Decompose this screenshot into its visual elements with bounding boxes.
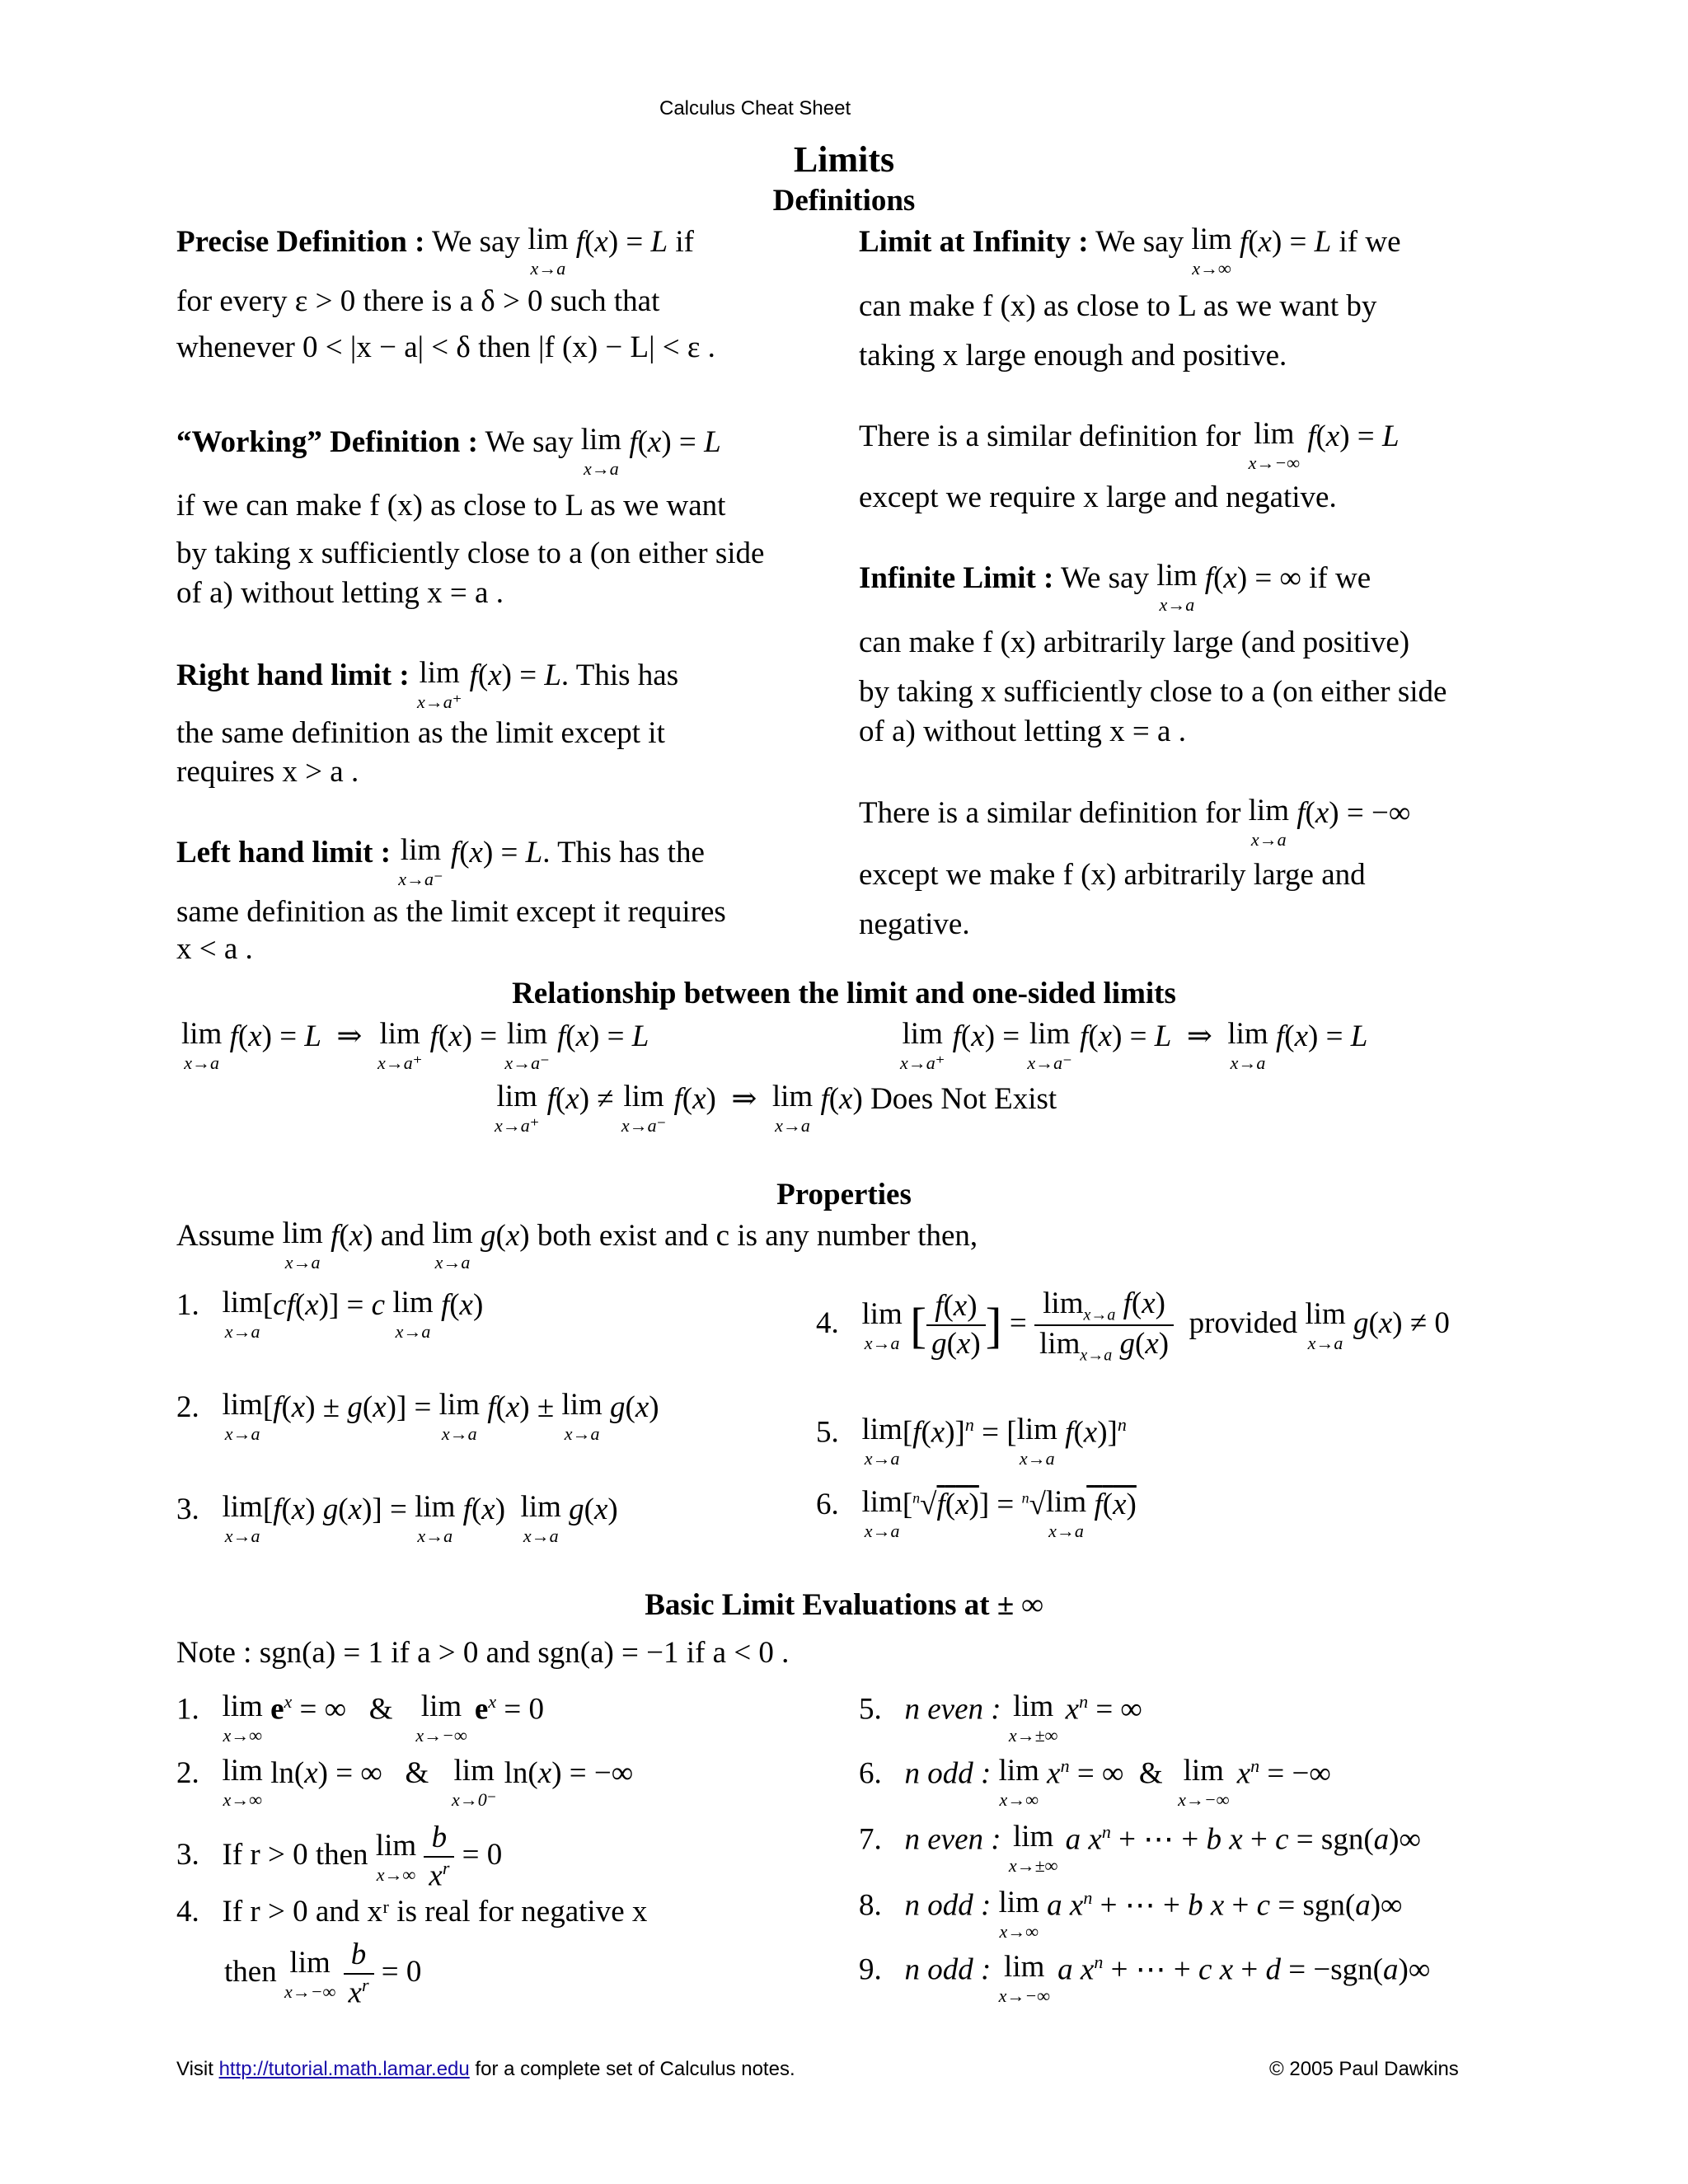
limit-at-neg-infinity-line2: except we require x large and negative. — [859, 480, 1337, 514]
limit-at-infinity-line3: taking x large enough and positive. — [859, 339, 1287, 373]
right-hand-limit-line3: requires x > a . — [176, 755, 359, 789]
running-header: Calculus Cheat Sheet — [659, 97, 851, 120]
page-title: Limits — [793, 139, 895, 180]
footer-copyright: © 2005 Paul Dawkins — [1269, 2058, 1459, 2080]
relationship-formula-2: lim x→a⁺ f(x) = lim x→a⁻ f(x) = L ⇒ lim x→a f(x) = L — [900, 1017, 1368, 1073]
section-properties: Properties — [776, 1178, 912, 1212]
working-definition-line4: of a) without letting x = a . — [176, 576, 504, 610]
property-5: 5. lim x→a $[f(x)]^n = [\lim$ x→a f(x)]$^n$ — [816, 1413, 1127, 1469]
limit-at-infinity-line2: can make f (x) as close to L as we want by — [859, 289, 1377, 323]
property-3: 3. lim x→a [f(x) g(x)] = lim x→a f(x) lim x→a g(x) — [176, 1490, 618, 1546]
property-4: 4. lim x→a [ $\frac{f(x)}{g(x)}$ ] = $\frac{\lim_{x\to a} f(x)}{\lim_{x\to a} g(x)}$ provided lim x→a g(x) ≠ 0 — [816, 1286, 1450, 1365]
limit-at-neg-infinity-line1: There is a similar definition for lim x→−∞ f(x) = L — [859, 417, 1400, 473]
precise-label: Precise Definition : — [176, 225, 425, 259]
relationship-formula-3: lim x→a⁺ f(x) ≠ lim x→a⁻ f(x) ⇒ lim x→a f(x) Does Not Exist — [495, 1080, 1057, 1136]
section-basic-limits: Basic Limit Evaluations at ± ∞ — [645, 1588, 1043, 1622]
basic-item-4-line1: 4. If r > 0 and xʳ is real for negative x — [176, 1895, 648, 1929]
infinite-limit-line1: Infinite Limit : We say lim x→a f(x) = ∞ if we — [859, 559, 1372, 615]
section-definitions: Definitions — [772, 184, 916, 218]
basic-item-7: 7. n even : lim x→±∞ a $x^n$ + ⋯ + b x + c = sgn(a)∞ — [859, 1820, 1421, 1876]
basic-item-6: 6. n odd : lim x→∞ $x^n$ = ∞ & lim x→−∞ $x^n$ = −∞ — [859, 1754, 1331, 1810]
properties-assumption: Assume lim x→a f(x) and lim x→a g(x) both exist and c is any number then, — [176, 1216, 978, 1272]
left-hand-limit-line1: Left hand limit : lim x→a⁻ f(x) = L. This has the — [176, 833, 705, 889]
left-hand-limit-line2: same definition as the limit except it requires — [176, 895, 726, 929]
limit-at-infinity-line1: Limit at Infinity : We say lim x→∞ f(x) = L if we — [859, 223, 1401, 279]
basic-item-3: 3. If r > 0 then lim x→∞ $\frac{b}{x^r}$ = 0 — [176, 1821, 503, 1893]
infinite-limit-line3: by taking x sufficiently close to a (on either side — [859, 675, 1447, 709]
left-hand-limit-line3: x < a . — [176, 932, 253, 966]
tutorial-link[interactable]: http://tutorial.math.lamar.edu — [218, 2058, 470, 2080]
neg-infinite-limit-line1: There is a similar definition for lim x→a f(x) = −∞ — [859, 794, 1411, 850]
sgn-note: Note : sgn(a) = 1 if a > 0 and sgn(a) = −1 if a < 0 . — [176, 1636, 790, 1670]
footer-visit: Visit http://tutorial.math.lamar.edu for a complete set of Calculus notes. — [176, 2058, 795, 2080]
property-6: 6. lim x→a [$^n$√f(x)] = $^n$√lim x→a f(x) — [816, 1485, 1137, 1541]
precise-definition-line3: whenever 0 < |x − a| < δ then |f (x) − L| < ε . — [176, 330, 715, 364]
relationship-formula-1: lim x→a f(x) = L ⇒ lim x→a⁺ f(x) = lim x→a⁻ f(x) = L — [181, 1017, 649, 1073]
basic-item-2: 2. lim x→∞ ln(x) = ∞ & lim x→0⁻ ln(x) = −∞ — [176, 1754, 634, 1810]
property-1: 1. lim x→a [cf(x)] = c lim x→a f(x) — [176, 1286, 484, 1342]
precise-definition-line2: for every ε > 0 there is a δ > 0 such that — [176, 284, 660, 318]
working-definition-line3: by taking x sufficiently close to a (on either side — [176, 537, 765, 570]
section-relationship: Relationship between the limit and one-sided limits — [512, 977, 1176, 1010]
property-2: 2. lim x→a [f(x) ± g(x)] = lim x→a f(x) ± lim x→a g(x) — [176, 1388, 659, 1444]
infinite-limit-line4: of a) without letting x = a . — [859, 715, 1186, 748]
right-hand-limit-line1: Right hand limit : lim x→a⁺ f(x) = L. This has — [176, 656, 679, 712]
basic-item-9: 9. n odd : lim x→−∞ a $x^n$ + ⋯ + c x + d = −sgn(a)∞ — [859, 1950, 1431, 2006]
basic-item-4-line2: then lim x→−∞ $\frac{b}{x^r}$ = 0 — [224, 1938, 422, 2010]
neg-infinite-limit-line2: except we make f (x) arbitrarily large and — [859, 858, 1366, 892]
basic-item-5: 5. n even : lim x→±∞ $x^n$ = ∞ — [859, 1690, 1142, 1746]
infinite-limit-line2: can make f (x) arbitrarily large (and positive) — [859, 626, 1410, 659]
basic-item-8: 8. n odd : lim x→∞ a $x^n$ + ⋯ + b x + c = sgn(a)∞ — [859, 1886, 1403, 1942]
working-definition-line2: if we can make f (x) as close to L as we want — [176, 489, 726, 523]
basic-item-1: 1. lim x→∞ $e^x$ = ∞ & lim x→−∞ $e^x = 0$ — [176, 1690, 544, 1746]
working-definition-line1: “Working” Definition : We say lim x→a f(x) = L — [176, 423, 721, 479]
precise-definition-line1: Precise Definition : We say lim x→a f(x) = L if — [176, 223, 694, 279]
right-hand-limit-line2: the same definition as the limit except it — [176, 716, 665, 750]
neg-infinite-limit-line3: negative. — [859, 907, 970, 941]
